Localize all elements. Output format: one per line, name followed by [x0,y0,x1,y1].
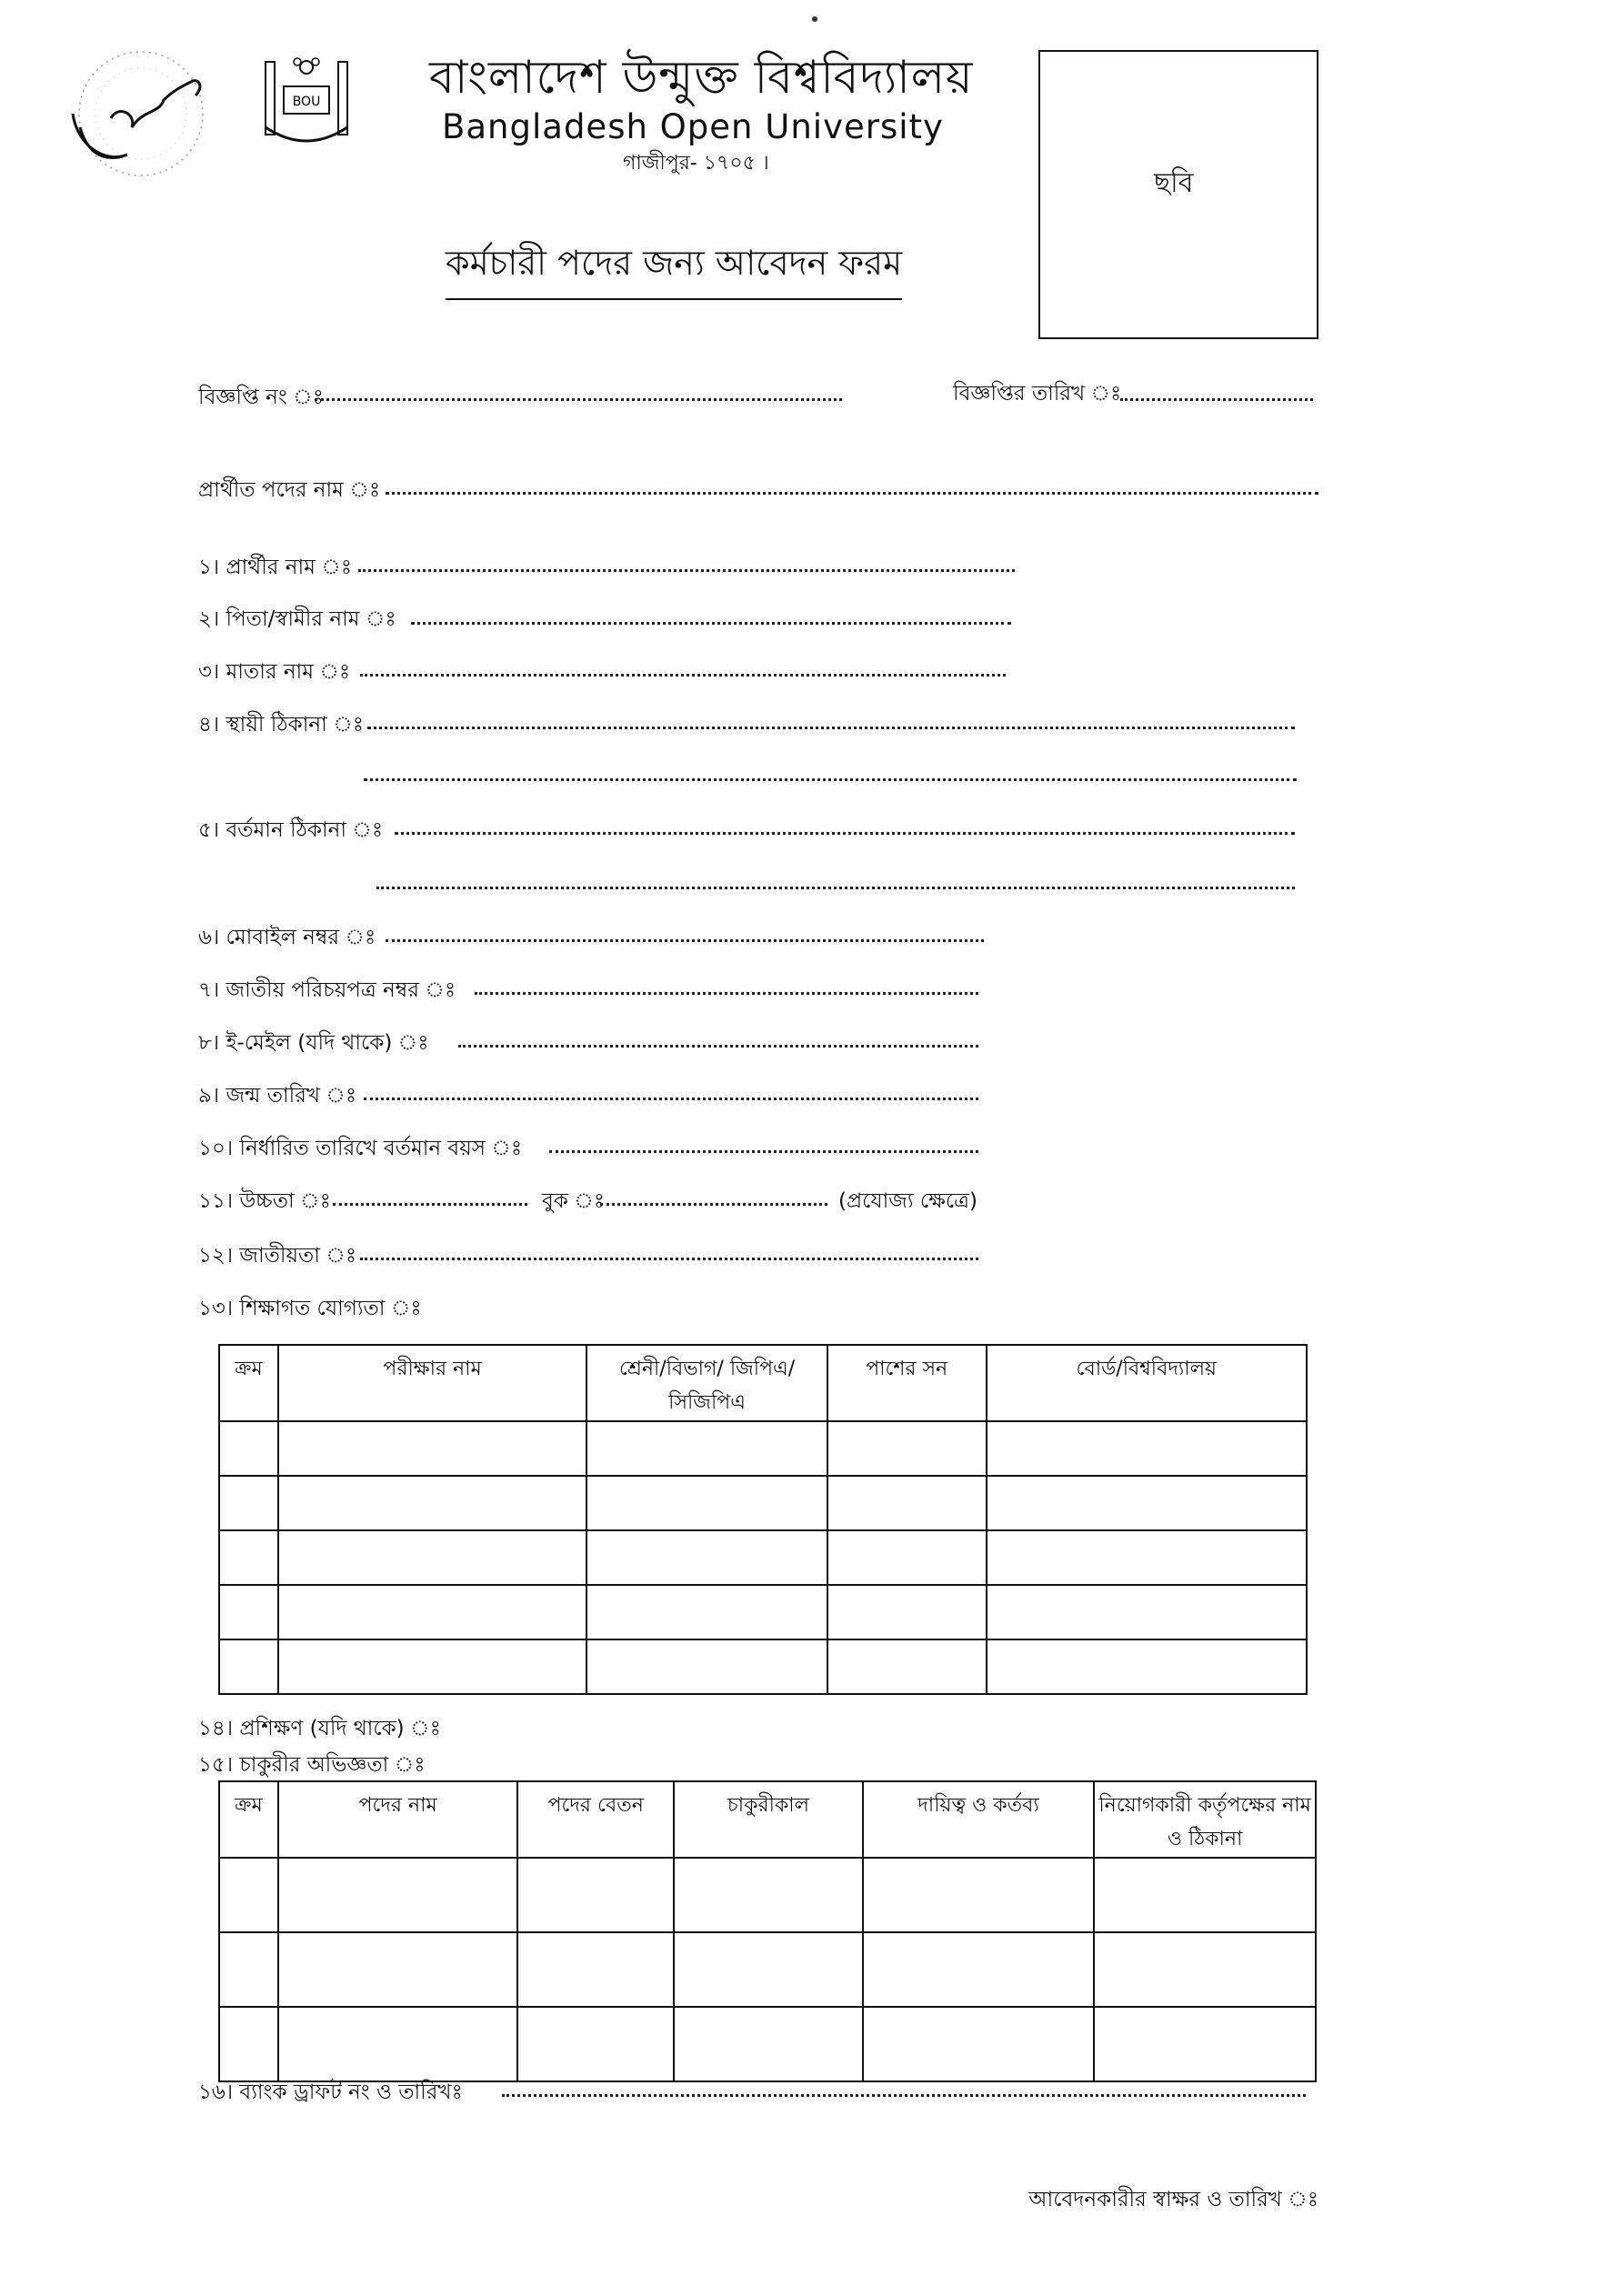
education-col-exam: পরীক্ষার নাম [278,1345,586,1421]
experience-table [218,1780,1317,2082]
table-cell[interactable] [278,2007,517,2081]
education-col-division: শ্রেনী/বিভাগ/ জিপিএ/সিজিপিএ [586,1345,827,1421]
table-cell[interactable] [987,1421,1307,1476]
university-name-bengali: বাংলাদেশ উন্মুক্ত বিশ্ববিদ্যালয় [429,51,974,104]
university-logo-icon [247,55,366,150]
applicant-name-field[interactable] [358,569,1015,572]
table-cell[interactable] [586,1530,827,1585]
present-address-field[interactable] [395,832,1295,835]
father-husband-name-label: ২। পিতা/স্বামীর নাম ঃ [198,607,396,631]
table-cell[interactable] [987,1639,1307,1694]
table-row [219,1421,1307,1476]
current-age-field[interactable] [549,1150,978,1153]
chest-field[interactable] [600,1203,827,1206]
table-row [219,1476,1307,1530]
svg-text:BOU: BOU [292,95,321,109]
table-cell[interactable] [827,1585,987,1639]
table-cell[interactable] [517,1932,674,2007]
job-experience-label: ১৫। চাকুরীর অভিজ্ঞতা ঃ [198,1753,426,1777]
nationality-label: ১২। জাতীয়তা ঃ [198,1244,357,1268]
university-name-english: Bangladesh Open University [442,107,944,146]
email-field[interactable] [458,1045,978,1048]
birth-date-label: ৯। জন্ম তারিখ ঃ [198,1084,357,1108]
permanent-address-field-line2[interactable] [364,778,1297,781]
father-husband-name-field[interactable] [411,622,1011,625]
table-cell[interactable] [517,1858,674,1932]
photo-label: ছবি [1154,167,1194,199]
table-cell[interactable] [827,1639,987,1694]
table-cell[interactable] [278,1476,586,1530]
table-cell[interactable] [863,1932,1095,2007]
table-cell[interactable] [278,1858,517,1932]
notice-date-field[interactable] [1120,398,1313,401]
table-row [219,1585,1307,1639]
table-row [219,2007,1316,2081]
table-cell[interactable] [278,1932,517,2007]
table-cell[interactable] [278,1530,586,1585]
mobile-number-label: ৬। মোবাইল নম্বর ঃ [198,926,376,949]
mobile-number-field[interactable] [386,939,984,942]
table-cell[interactable] [987,1530,1307,1585]
education-label: ১৩। শিক্ষাগত যোগ্যতা ঃ [198,1297,422,1320]
bank-draft-label: ১৬। ব্যাংক ড্রাফট নং ও তারিখঃ [198,2080,463,2104]
table-cell[interactable] [827,1421,987,1476]
education-table [218,1344,1308,1695]
notice-date-label: বিজ্ঞপ্তির তারিখ ঃ [953,382,1122,406]
education-col-board: বোর্ড/বিশ্ববিদ্যালয় [987,1345,1307,1421]
experience-col-duties: দায়িত্ব ও কর্তব্য [863,1781,1095,1858]
email-label: ৮। ই-মেইল (যদি থাকে) ঃ [198,1031,429,1055]
table-cell[interactable] [987,1585,1307,1639]
post-name-field[interactable] [386,492,1318,495]
table-row [219,1530,1307,1585]
applicant-name-label: ১। প্রার্থীর নাম ঃ [198,556,353,579]
present-address-label: ৫। বর্তমান ঠিকানা ঃ [198,818,384,842]
post-name-label: প্রার্থীত পদের নাম ঃ [198,478,381,502]
table-cell[interactable] [987,1476,1307,1530]
table-cell[interactable] [219,1585,278,1639]
mother-name-label: ৩। মাতার নাম ঃ [198,660,351,684]
photo-box[interactable] [1038,50,1318,339]
table-cell[interactable] [219,1639,278,1694]
education-col-year: পাশের সন [827,1345,987,1421]
height-label: ১১। উচ্চতা ঃ [198,1189,331,1213]
table-cell[interactable] [586,1476,827,1530]
table-cell[interactable] [278,1421,586,1476]
table-cell[interactable] [674,1858,863,1932]
university-address: গাজীপুর- ১৭০৫ । [623,152,769,175]
table-cell[interactable] [219,1530,278,1585]
experience-col-employer: নিয়োগকারী কর্তৃপক্ষের নাম ও ঠিকানা [1094,1781,1316,1858]
table-cell[interactable] [674,1932,863,2007]
form-title: কর্মচারী পদের জন্য আবেদন ফরম [446,236,902,300]
experience-col-duration: চাকুরীকাল [674,1781,863,1858]
applicant-signature-label: আবেদনকারীর স্বাক্ষর ও তারিখ ঃ [1028,2188,1318,2211]
table-cell[interactable] [586,1421,827,1476]
current-age-label: ১০। নির্ধারিত তারিখে বর্তমান বয়স ঃ [198,1137,523,1160]
table-row [219,1858,1316,1932]
seal-stamp-icon [36,27,246,182]
nationality-field[interactable] [360,1258,978,1260]
education-header-row [219,1345,1307,1421]
experience-col-post: পদের নাম [278,1781,517,1858]
table-row [219,1639,1307,1694]
table-cell[interactable] [278,1639,586,1694]
experience-col-serial: ক্রম [219,1781,278,1858]
bank-draft-field[interactable] [502,2094,1306,2097]
table-row [219,1932,1316,2007]
table-cell[interactable] [1094,1858,1316,1932]
scan-speck [812,16,817,22]
chest-label: বুক ঃ [542,1189,606,1213]
birth-date-field[interactable] [364,1098,978,1100]
mother-name-field[interactable] [360,674,1006,677]
training-label: ১৪। প্রশিক্ষণ (যদি থাকে) ঃ [198,1717,441,1740]
nid-number-label: ৭। জাতীয় পরিচয়পত্র নম্বর ঃ [198,978,456,1002]
table-cell[interactable] [863,2007,1095,2081]
table-cell[interactable] [517,2007,674,2081]
chest-note: (প্রযোজ্য ক্ষেত্রে) [838,1189,977,1213]
notice-number-label: বিজ্ঞপ্তি নং ঃ [198,386,324,409]
table-cell[interactable] [219,1421,278,1476]
table-cell[interactable] [219,1858,278,1932]
table-cell[interactable] [586,1585,827,1639]
table-cell[interactable] [219,1476,278,1530]
experience-col-salary: পদের বেতন [517,1781,674,1858]
table-cell[interactable] [827,1530,987,1585]
table-cell[interactable] [278,1585,586,1639]
table-cell[interactable] [219,1932,278,2007]
education-col-serial: ক্রম [219,1345,278,1421]
table-cell[interactable] [219,2007,278,2081]
notice-number-field[interactable] [315,398,842,401]
table-cell[interactable] [1094,1932,1316,2007]
present-address-field-line2[interactable] [376,887,1295,889]
permanent-address-field[interactable] [367,727,1295,729]
height-field[interactable] [333,1203,527,1206]
table-cell[interactable] [863,1858,1095,1932]
table-cell[interactable] [827,1476,987,1530]
nid-number-field[interactable] [475,992,978,995]
experience-header-row [219,1781,1316,1858]
table-cell[interactable] [586,1639,827,1694]
table-cell[interactable] [1094,2007,1316,2081]
table-cell[interactable] [674,2007,863,2081]
permanent-address-label: ৪। স্থায়ী ঠিকানা ঃ [198,713,364,737]
